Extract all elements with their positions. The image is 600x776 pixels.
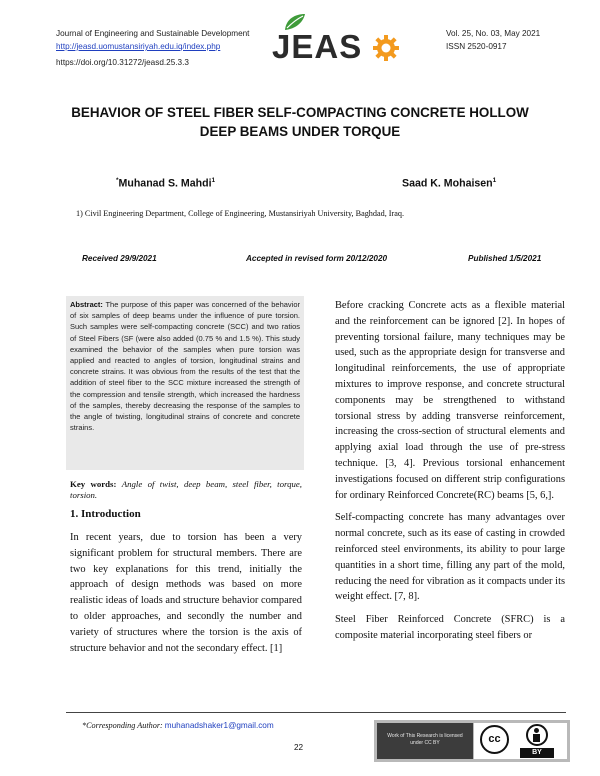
cc-icon: cc	[480, 725, 509, 754]
corresponding-label: *Corresponding Author:	[82, 721, 163, 730]
footer-divider	[66, 712, 566, 713]
author-2: Saad K. Mohaisen$^1$	[402, 177, 497, 190]
license-badge[interactable]	[374, 720, 570, 762]
right-column-text	[335, 298, 565, 651]
published-date: Published 1/5/2021	[468, 254, 542, 263]
cc-by-icons	[474, 723, 567, 759]
introduction-heading: 1. Introduction	[70, 508, 141, 520]
corresponding-author	[82, 721, 274, 730]
by-label: BY	[520, 748, 554, 758]
received-date: Received 29/9/2021	[82, 254, 157, 263]
right-paragraph-2: Self-compacting concrete has many advantages over normal concrete, such as its ease of casting in crowded reinforced steel environments, its ability to pour large quantities in a short time, filling any part of the mold, reducing the need for vibration as it compacts under its weight effect. [7, 8].	[335, 512, 565, 603]
person-icon	[526, 724, 548, 746]
gear-icon	[373, 35, 399, 61]
page-number: 22	[294, 743, 304, 752]
affiliation: 1) Civil Engineering Department, College of Engineering, Mustansiriyah University, Baghdad, Iraq.	[76, 209, 405, 218]
introduction-paragraph: In recent years, due to torsion has been a very significant problem for structural members. There are two key explanations for this trend, initially the approach of design methods was based on more realistic ideas of loads and structure behavior compared to older approaches, and secondly the number and variety of structures where the torsion is the axis of structure behavior and not the secondary effect. [1]	[70, 532, 302, 654]
accepted-date: Accepted in revised form 20/12/2020	[246, 254, 388, 263]
paper-title-line-1: BEHAVIOR OF STEEL FIBER SELF-COMPACTING CONCRETE HOLLOW	[71, 105, 529, 120]
keywords-text: Angle of twist, deep beam, steel fiber, torque, torsion.	[70, 479, 302, 500]
right-paragraph-1: Before cracking Concrete acts as a flexible material and the reinforcement can be ignored [2]. In hopes of preventing torsional failure, many techniques may be used, such as the appropriate design for transverse and longitudinal reinforcements, the use of appropriate mixtures to improve response, and concrete structural components may be strengthened to withstand torsional stress by adding transverse reinforcement, increasing the cross-section of structural elements and applying axial load through the use of pre-stress technique. [3, 4]. Previous torsional enhancement investigations focused on different strip configurations for ordinary Reinforced Concrete(RC) beams [5, 6,].	[335, 300, 565, 501]
journal-name: Journal of Engineering and Sustainable Development	[56, 29, 250, 38]
issn-info: ISSN 2520-0917	[446, 42, 507, 51]
volume-info: Vol. 25, No. 03, May 2021	[446, 29, 541, 38]
corresponding-email[interactable]: muhanadshaker1@gmail.com	[164, 721, 274, 730]
abstract-text: The purpose of this paper was concerned of the behavior of six samples of deep beams under the influence of pure torsion. Such samples were self-compacting concrete (SCC) and two ratios of Steel Fibers (SF (were also added (0.75 % and 1.5 %). This study examined the behavior of the samples when pure torsion was applied and reacted to angles of torsion, longitudinal strains and concrete strains. It was obvious from the results of the test that the addition of steel fiber to the SCC mixture increased the strength of the compression and tensile strength, which increased the hardness of the samples, thereby decreasing the response of the samples to the angle of twisting, longitudinal strains of concrete and concrete strains.	[70, 300, 301, 433]
keywords	[70, 479, 302, 501]
logo-text: JEAS	[272, 28, 363, 65]
journal-url-link[interactable]: http://jeasd.uomustansiriyah.edu.iq/index.php	[56, 42, 221, 51]
paper-title-line-2: DEEP BEAMS UNDER TORQUE	[199, 124, 401, 139]
license-text: Work of This Research is licensed under CC BY	[377, 723, 473, 759]
right-paragraph-3: Steel Fiber Reinforced Concrete (SFRC) is a composite material incorporating steel fibers or	[335, 614, 565, 641]
doi-text: https://doi.org/10.31272/jeasd.25.3.3	[56, 58, 189, 67]
paper-title	[40, 103, 560, 141]
journal-logo	[270, 12, 410, 72]
abstract-box	[66, 296, 304, 470]
abstract-label: Abstract:	[70, 300, 103, 309]
author-1: *Muhanad S. Mahdi$^1$	[116, 177, 216, 190]
keywords-label: Key words:	[70, 479, 117, 489]
